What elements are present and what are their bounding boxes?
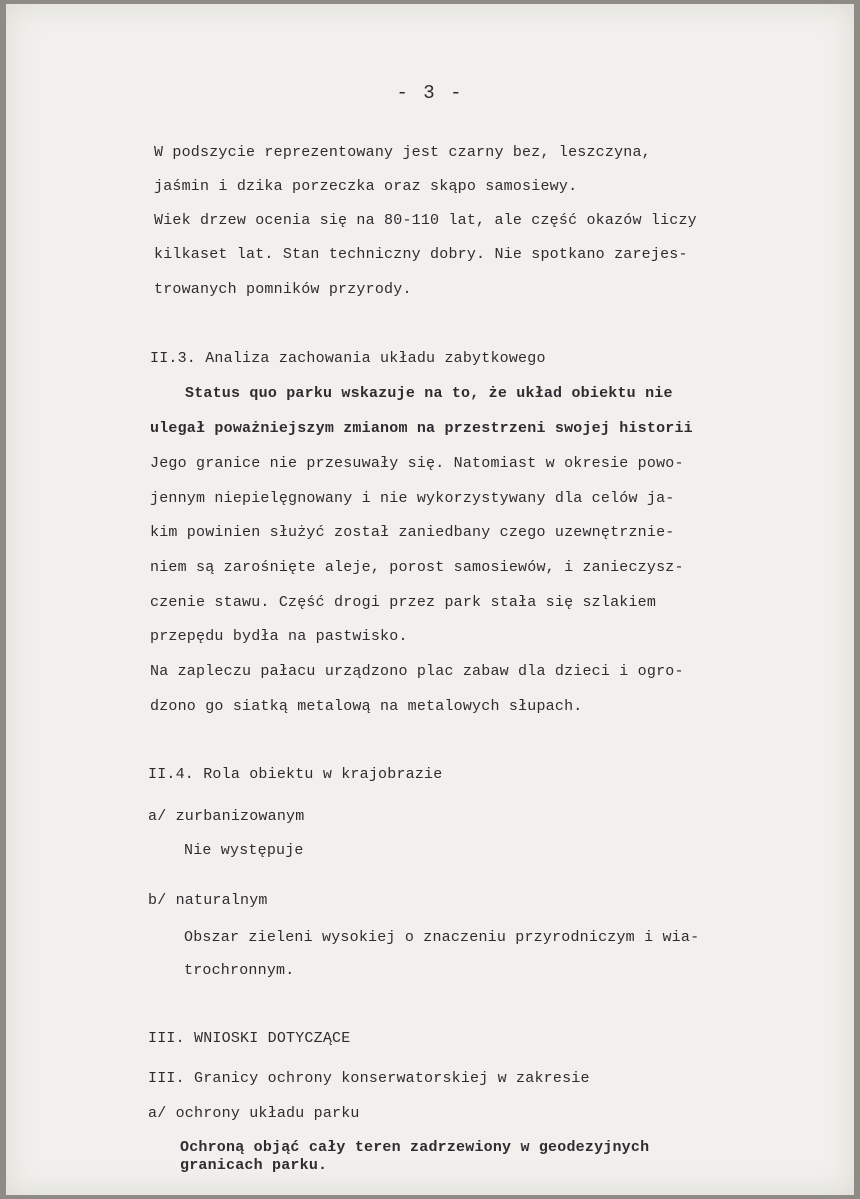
document-page — [6, 4, 854, 1195]
text-line: dzono go siatką metalową na metalowych słupach. — [150, 698, 583, 715]
text-line: W podszycie reprezentowany jest czarny bez, leszczyna, — [154, 144, 651, 161]
text-line: czenie stawu. Część drogi przez park stała się szlakiem — [150, 594, 657, 611]
text-line: granicach parku. — [180, 1157, 328, 1174]
list-item-label: a/ zurbanizowanym — [148, 808, 305, 825]
text-line: jaśmin i dzika porzeczka oraz skąpo samosiewy. — [154, 178, 578, 195]
text-line: przepędu bydła na pastwisko. — [150, 628, 408, 645]
text-line: Nie występuje — [184, 842, 304, 859]
text-line: kim powinien służyć został zaniedbany czego uzewnętrznie- — [150, 524, 675, 541]
text-line: Ochroną objąć cały teren zadrzewiony w geodezyjnych — [180, 1139, 650, 1156]
text-line: kilkaset lat. Stan techniczny dobry. Nie spotkano zarejes- — [154, 246, 688, 263]
list-item-label: a/ ochrony układu parku — [148, 1105, 360, 1122]
page-number: - 3 - — [396, 82, 464, 104]
section-heading: III. Granicy ochrony konserwatorskiej w zakresie — [148, 1070, 590, 1087]
text-line: trochronnym. — [184, 962, 295, 979]
text-line: Na zapleczu pałacu urządzono plac zabaw dla dzieci i ogro- — [150, 663, 684, 680]
list-item-label: b/ naturalnym — [148, 892, 268, 909]
text-line: trowanych pomników przyrody. — [154, 281, 412, 298]
text-line: jennym niepielęgnowany i nie wykorzystywany dla celów ja- — [150, 490, 675, 507]
section-heading: II.3. Analiza zachowania układu zabytkowego — [150, 350, 546, 367]
text-line: Jego granice nie przesuwały się. Natomiast w okresie powo- — [150, 455, 684, 472]
section-heading: III. WNIOSKI DOTYCZĄCE — [148, 1030, 351, 1047]
text-line: Obszar zieleni wysokiej o znaczeniu przyrodniczym i wia- — [184, 929, 700, 946]
section-heading: II.4. Rola obiektu w krajobrazie — [148, 766, 443, 783]
text-line: Wiek drzew ocenia się na 80-110 lat, ale część okazów liczy — [154, 212, 697, 229]
text-line: Status quo parku wskazuje na to, że układ obiektu nie — [185, 385, 673, 402]
text-line: ulegał poważniejszym zmianom na przestrzeni swojej historii — [150, 420, 693, 437]
text-line: niem są zarośnięte aleje, porost samosiewów, i zanieczysz- — [150, 559, 684, 576]
